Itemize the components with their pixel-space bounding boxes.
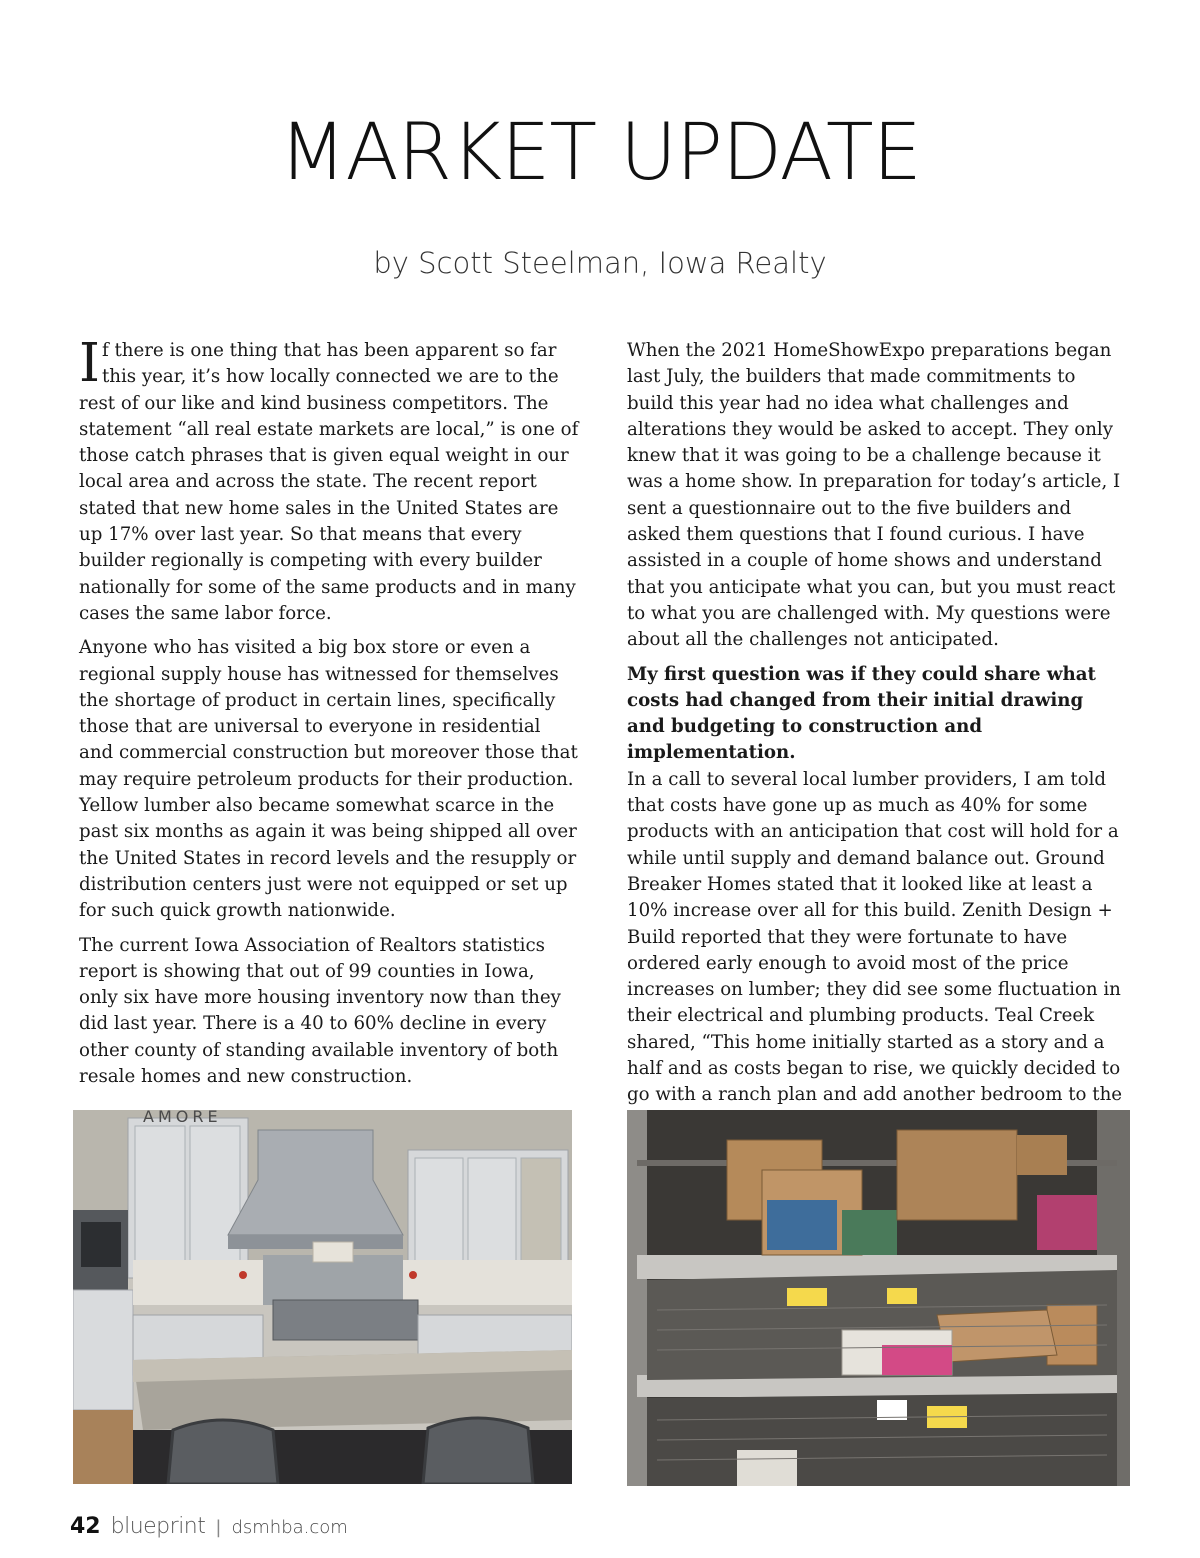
byline: by Scott Steelman, Iowa Realty — [373, 246, 827, 280]
paragraph: When the 2021 HomeShowExpo preparations began last July, the builders that made commitments to build this year had no idea what challenges and alterations they would be asked to accept. They only knew that it was going to be a challenge because it was a home show. In preparation for today’s article, I sent a questionnaire out to the five builders and asked them questions that I found curious. I have assisted in a couple of home shows and understand that you anticipate what you can, but you must react to what you are challenged with. My questions were about all the challenges not anticipated. — [627, 340, 1121, 651]
page-footer — [70, 1514, 348, 1548]
footer-website: dsmhba.com — [231, 1517, 348, 1538]
kitchen-sign-text: AMORE — [143, 1110, 222, 1126]
paragraph — [79, 333, 579, 627]
paragraph-text: f there is one thing that has been apparent so far this year, it’s how locally connected we are to the rest of our like and kind business competitors. The statement “all real estate markets are local,” is one of those catch phrases that is given equal weight in our local area and across the state. The recent report stated that new home sales in the United States are up 17% over last year. So that means that every builder regionally is competing with every builder nationally for some of the same products and in many cases the same labor force. — [79, 340, 579, 624]
footer-separator: | — [215, 1517, 222, 1538]
paragraph: The current Iowa Association of Realtors statistics report is showing that out of 99 counties in Iowa, only six have more housing inventory now than they did last year. There is a 40 to 60% decline in every other county of standing available inventory of both resale homes and new construction. — [79, 934, 561, 1088]
magazine-logo: blueprint — [110, 1514, 206, 1539]
article-column-left — [79, 333, 579, 1098]
kitchen-illustration — [73, 1110, 572, 1484]
paragraph-text: In a call to several local lumber providers, I am told that costs have gone up as much as 40% for some products with an anticipation that cost will hold for a while until supply and demand balance out. Ground Breaker Homes stated that it looked like at least a 10% increase over all for this build. Zenith Design + Build reported that they were fortunate to have ordered early enough to avoid most of the price increases on lumber; they did see some fluctuation in their electrical and plumbing products. Teal Creek shared, “This home initially started as a story and a half and as costs began to rise, we quickly decided to go with a ranch plan and add another bedroom to the — [627, 768, 1123, 1106]
drop-cap: I — [79, 333, 100, 394]
question-heading: My first question was if they could share what costs had changed from their initial drawing and budgeting to construction and implementation. — [627, 663, 1096, 764]
kitchen-photo — [73, 1110, 572, 1484]
paragraph: Anyone who has visited a big box store or even a regional supply house has witnessed for themselves the shortage of product in certain lines, specifically those that are universal to everyone in residential and commercial construction but moreover those that may require petroleum products for their production. Yellow lumber also became somewhat scarce in the past six months as again it was being shipped all over the United States in record levels and the resupply or distribution centers just were not equipped or set up for such quick growth nationwide. — [79, 637, 578, 922]
article-column-right — [627, 338, 1127, 1117]
page-title: MARKET UPDATE — [279, 108, 921, 198]
shelves-illustration — [627, 1110, 1130, 1486]
page-number: 42 — [70, 1514, 101, 1539]
store-shelves-photo — [627, 1110, 1130, 1486]
paragraph — [627, 662, 1127, 1109]
